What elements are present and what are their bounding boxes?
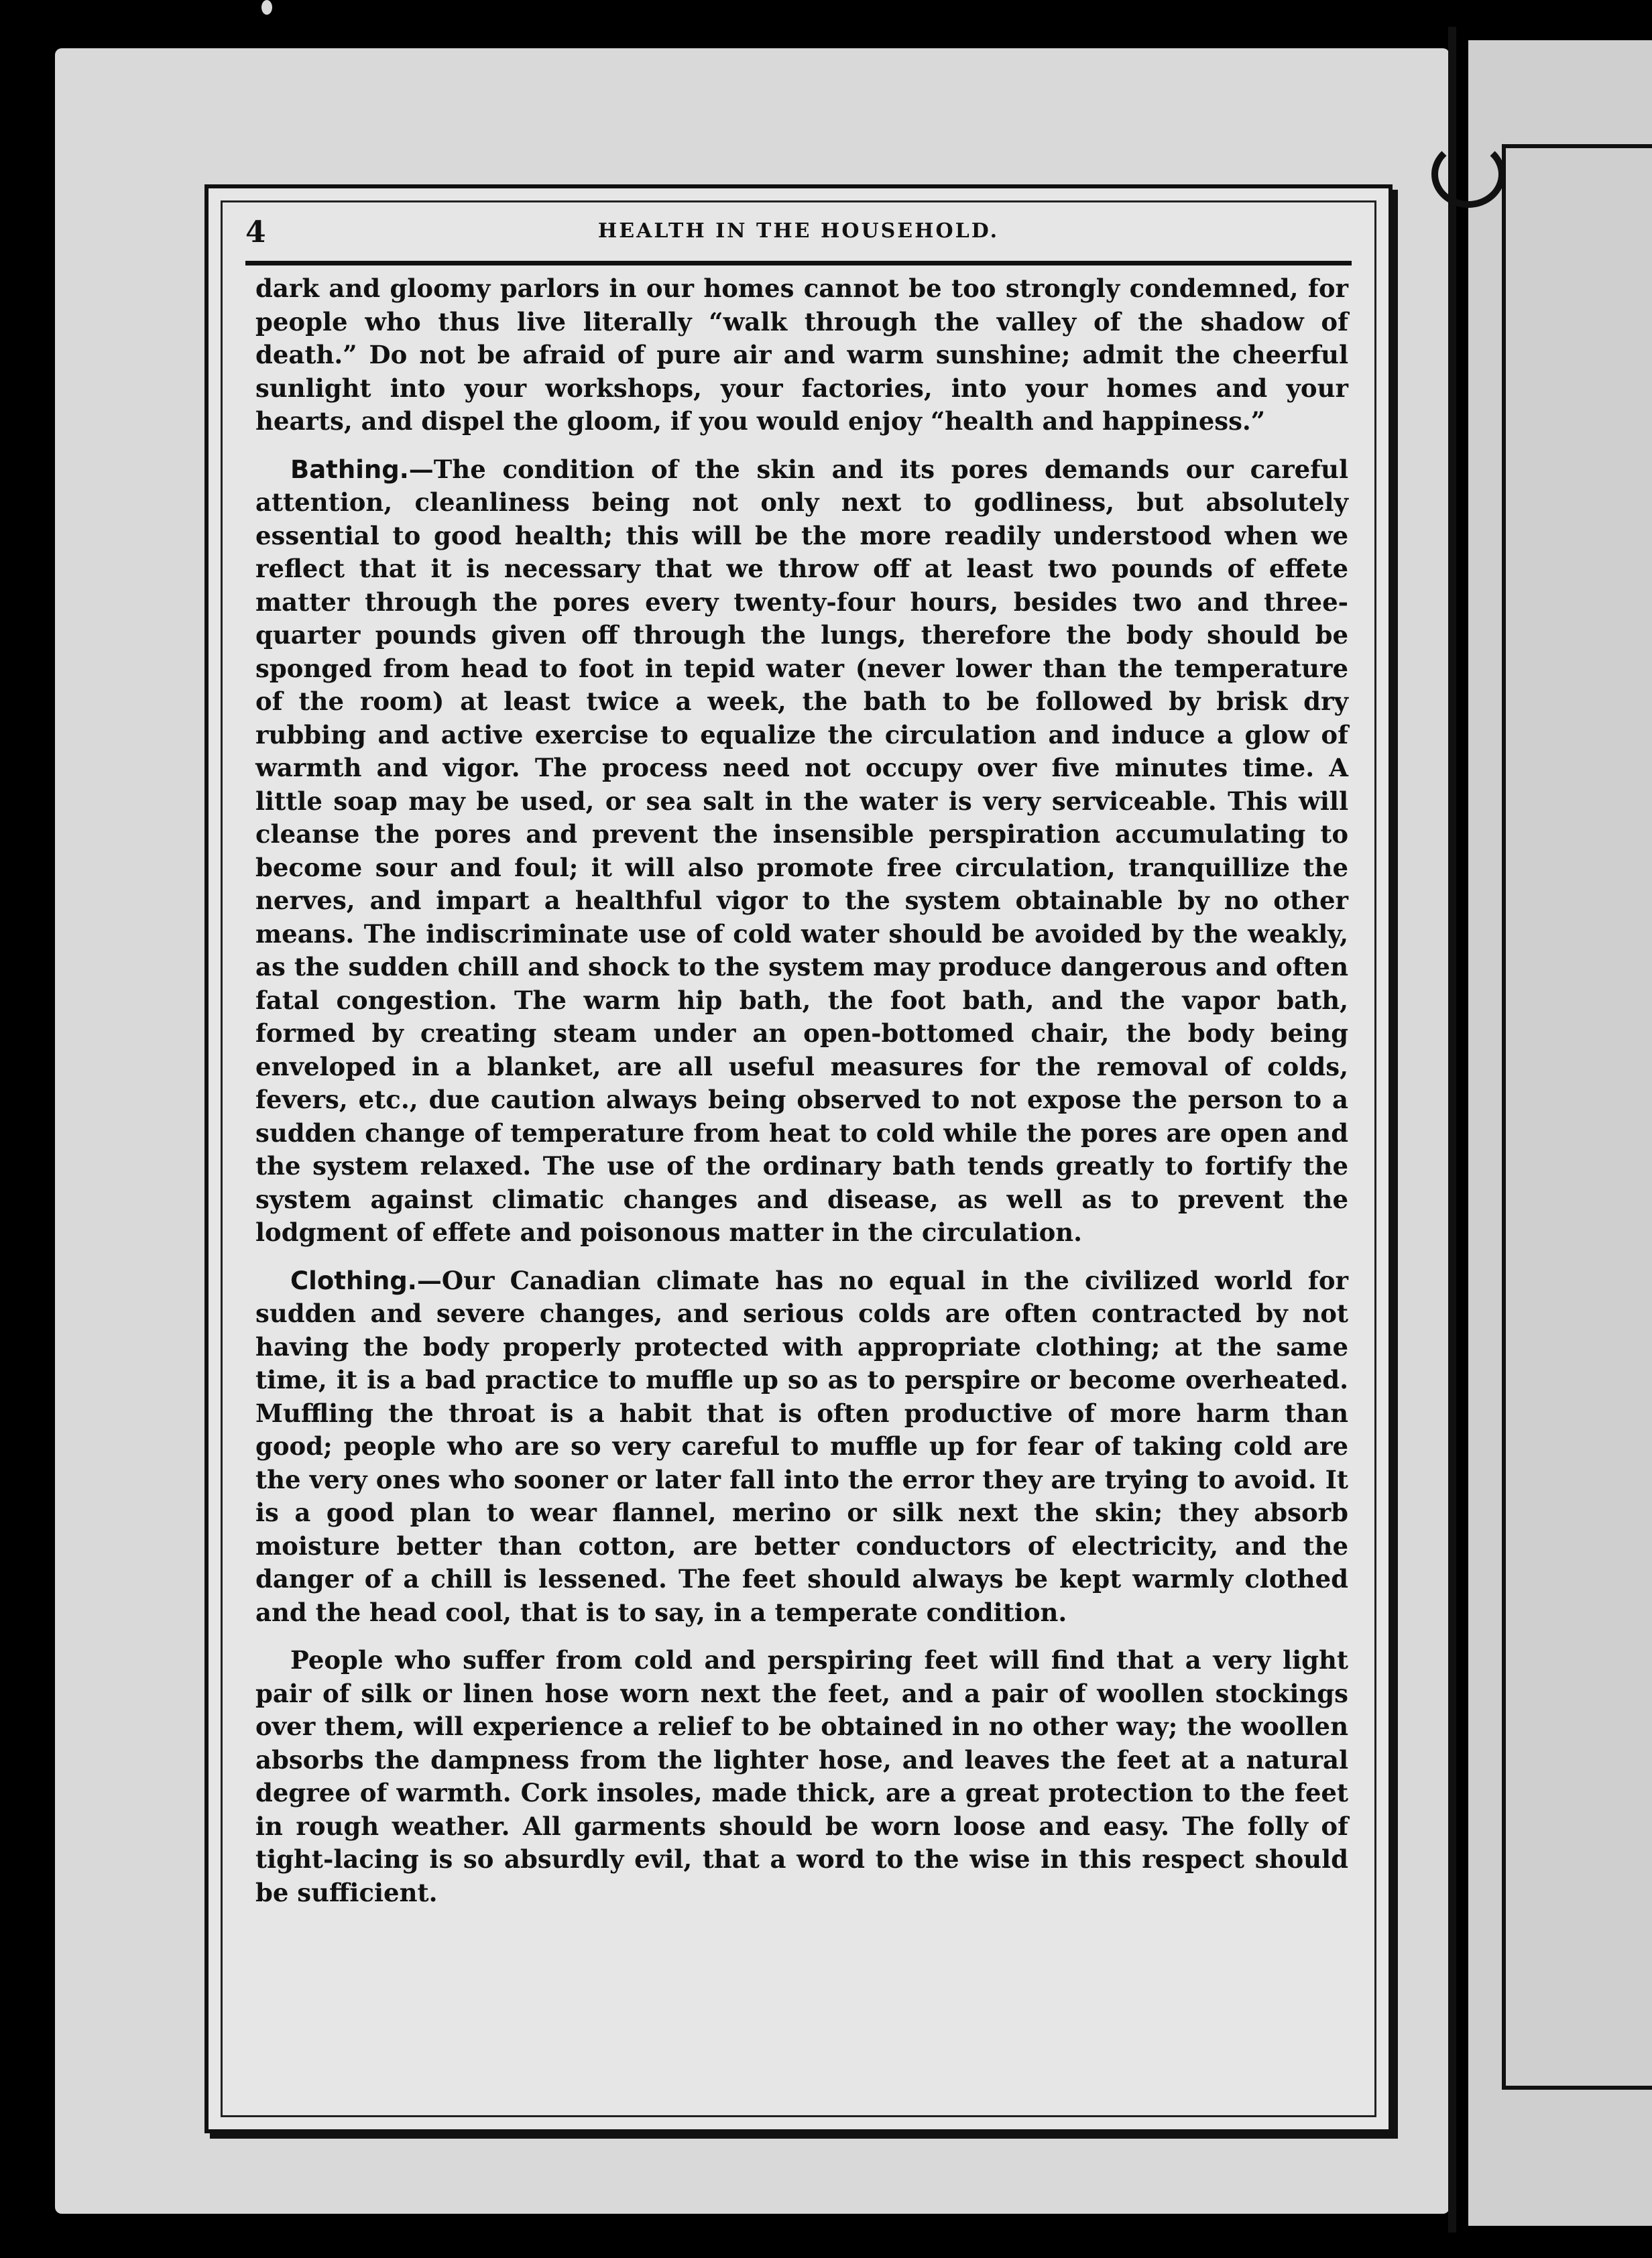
running-head <box>245 214 1352 254</box>
header-rule <box>245 261 1352 265</box>
closing-paragraph: People who suffer from cold and perspiring feet will find that a very light pair of silk or linen hose worn next the feet, and a pair of woollen stockings over them, will experience a relief to be obtained in no other way; the woollen absorbs the dampness from the lighter hose, and leaves the feet at a natural degree of warmth. Cork insoles, made thick, are a great protection to the feet in rough weather. All garments should be worn loose and easy. The folly of tight-lacing is so absurdly evil, that a word to the wise in this respect should be sufficient. <box>255 1645 1348 1907</box>
bathing-paragraph <box>255 453 1348 1250</box>
page-gutter <box>1448 27 1456 2233</box>
bathing-heading: Bathing. <box>290 455 409 484</box>
article-body <box>255 272 1348 1924</box>
running-head-title: HEALTH IN THE HOUSEHOLD. <box>597 219 1000 243</box>
clothing-text: —Our Canadian climate has no equal in the civilized world for sudden and severe changes, and serious colds are often contracted by not having the body properly protected with appropriate clothing; at the same time, it is a bad practice to muffle up so as to perspire or become overheated. Muffling the throat is a habit that is often productive of more harm than good; people who are so very careful to muffle up for fear of taking cold are the very ones who sooner or later fall into the error they are trying to avoid. It is a good plan to wear flannel, merino or silk next the skin; they absorb moisture better than cotton, are better conductors of electricity, and the danger of a chill is lessened. The feet should always be kept warmly clothed and the head cool, that is to say, in a temperate condition. <box>255 1265 1348 1627</box>
clothing-paragraph <box>255 1264 1348 1630</box>
scan-speck <box>261 0 272 15</box>
page-number: 4 <box>245 215 266 249</box>
binding-clip-icon <box>1431 141 1505 208</box>
bathing-text: —The condition of the skin and its pores demands our careful attention, cleanliness being not only next to godliness, but absolutely essential to good health; this will be the more readily understood when we reflect that it is necessary that we throw off at least two pounds of effete matter through the pores every twenty-four hours, besides two and three-quarter pounds given off through the lungs, therefore the body should be sponged from head to foot in tepid water (never lower than the temperature of the room) at least twice a week, the bath to be followed by brisk dry rubbing and active exercise to equalize the circulation and induce a glow of warmth and vigor. The process need not occupy over five minutes time. A little soap may be used, or sea salt in the water is very serviceable. This will cleanse the pores and prevent the insensible perspiration accumulating to become sour and foul; it will also promote free circulation, tranquillize the nerves, and impart a healthful vigor to the system obtainable by no other means. The indiscriminate use of cold water should be avoided by the weakly, as the sudden chill and shock to the system may produce dangerous and often fatal congestion. The warm hip bath, the foot bath, and the vapor bath, formed by creating steam under an open-bottomed chair, the body being enveloped in a blanket, are all useful measures for the removal of colds, fevers, etc., due caution always being observed to not expose the person to a sudden change of temperature from heat to cold while the pores are open and the system relaxed. The use of the ordinary bath tends greatly to fortify the system against climatic changes and disease, as well as to prevent the lodgment of effete and poisonous matter in the circulation. <box>255 454 1348 1247</box>
clothing-heading: Clothing. <box>290 1266 417 1295</box>
opening-paragraph: dark and gloomy parlors in our homes cannot be too strongly condemned, for people who thus live literally “walk through the valley of the shadow of death.” Do not be afraid of pure air and warm sunshine; admit the cheerful sunlight into your workshops, your factories, into your homes and your hearts, and dispel the gloom, if you would enjoy “health and happiness.” <box>255 274 1348 436</box>
facing-page-border <box>1502 144 1652 2090</box>
printed-frame <box>204 184 1393 2133</box>
